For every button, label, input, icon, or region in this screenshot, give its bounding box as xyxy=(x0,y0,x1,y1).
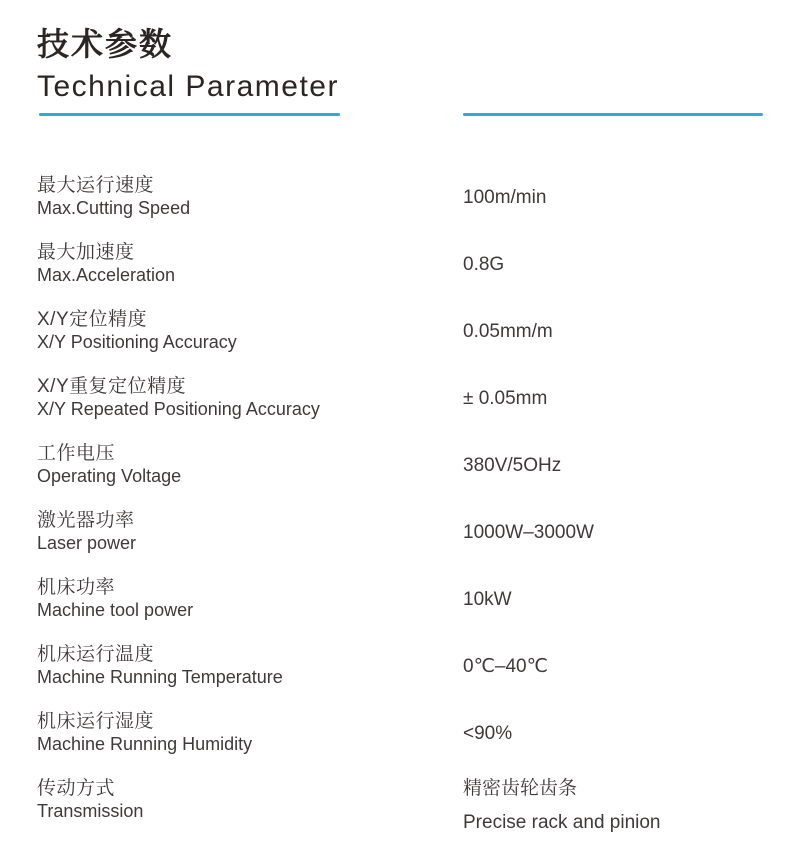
param-value xyxy=(463,777,769,834)
param-value-line: 10kW xyxy=(463,588,512,610)
title-underline-right xyxy=(463,113,763,116)
param-value-line: Precise rack and pinion xyxy=(463,812,661,833)
param-label-en: Machine Running Humidity xyxy=(37,734,253,754)
table-row xyxy=(37,442,769,488)
param-value xyxy=(463,174,769,220)
param-label-group xyxy=(37,576,463,622)
param-label-zh: 机床运行温度 xyxy=(37,644,155,665)
table-row xyxy=(37,241,769,287)
param-value xyxy=(463,710,769,756)
param-value-line: 精密齿轮齿条 xyxy=(463,778,578,799)
table-row xyxy=(37,777,769,834)
param-value-line: 0.8G xyxy=(463,253,505,275)
param-value-line: 0℃–40℃ xyxy=(463,655,548,677)
param-value xyxy=(463,308,769,354)
param-value xyxy=(463,576,769,622)
table-row xyxy=(37,710,769,756)
param-label-en: Machine Running Temperature xyxy=(37,667,283,687)
param-label-en: X/Y Repeated Positioning Accuracy xyxy=(37,399,320,419)
param-label-en: X/Y Positioning Accuracy xyxy=(37,332,237,352)
param-value-line: 0.05mm/m xyxy=(463,320,553,342)
param-label-en: Laser power xyxy=(37,533,137,553)
table-row xyxy=(37,174,769,220)
param-label-zh: X/Y定位精度 xyxy=(37,309,148,330)
param-value-line: ± 0.05mm xyxy=(463,387,548,409)
param-label-en: Machine tool power xyxy=(37,600,194,620)
param-value xyxy=(463,442,769,488)
param-label-zh: 机床功率 xyxy=(37,577,116,598)
table-row xyxy=(37,375,769,421)
param-label-zh: 工作电压 xyxy=(37,443,116,464)
param-value xyxy=(463,375,769,421)
param-label-group xyxy=(37,509,463,555)
param-label-en: Max.Cutting Speed xyxy=(37,198,191,218)
param-label-zh: X/Y重复定位精度 xyxy=(37,376,187,397)
param-value xyxy=(463,241,769,287)
param-label-group xyxy=(37,643,463,689)
table-row xyxy=(37,509,769,555)
param-label-zh: 传动方式 xyxy=(37,778,116,799)
param-label-en: Transmission xyxy=(37,801,144,821)
table-row xyxy=(37,308,769,354)
param-label-group xyxy=(37,442,463,488)
param-label-zh: 激光器功率 xyxy=(37,510,135,531)
page-title-zh: 技术参数 xyxy=(37,26,174,62)
param-label-group xyxy=(37,777,463,834)
table-row xyxy=(37,643,769,689)
param-label-en: Max.Acceleration xyxy=(37,265,176,285)
param-label-zh: 机床运行湿度 xyxy=(37,711,155,732)
param-value-line: 1000W–3000W xyxy=(463,521,594,543)
page-title-en: Technical Parameter xyxy=(37,70,339,103)
param-label-group xyxy=(37,174,463,220)
param-label-group xyxy=(37,710,463,756)
param-label-group xyxy=(37,241,463,287)
param-label-zh: 最大加速度 xyxy=(37,242,135,263)
table-row xyxy=(37,576,769,622)
header-rules xyxy=(37,113,769,116)
param-value-line: <90% xyxy=(463,722,513,744)
param-value xyxy=(463,509,769,555)
title-underline-left xyxy=(39,113,340,116)
param-value-line: 380V/5OHz xyxy=(463,454,562,476)
param-label-zh: 最大运行速度 xyxy=(37,175,155,196)
param-label-group xyxy=(37,308,463,354)
param-value-line: 100m/min xyxy=(463,186,547,208)
param-value xyxy=(463,643,769,689)
param-label-group xyxy=(37,375,463,421)
param-label-en: Operating Voltage xyxy=(37,466,182,486)
parameter-list xyxy=(37,174,769,834)
